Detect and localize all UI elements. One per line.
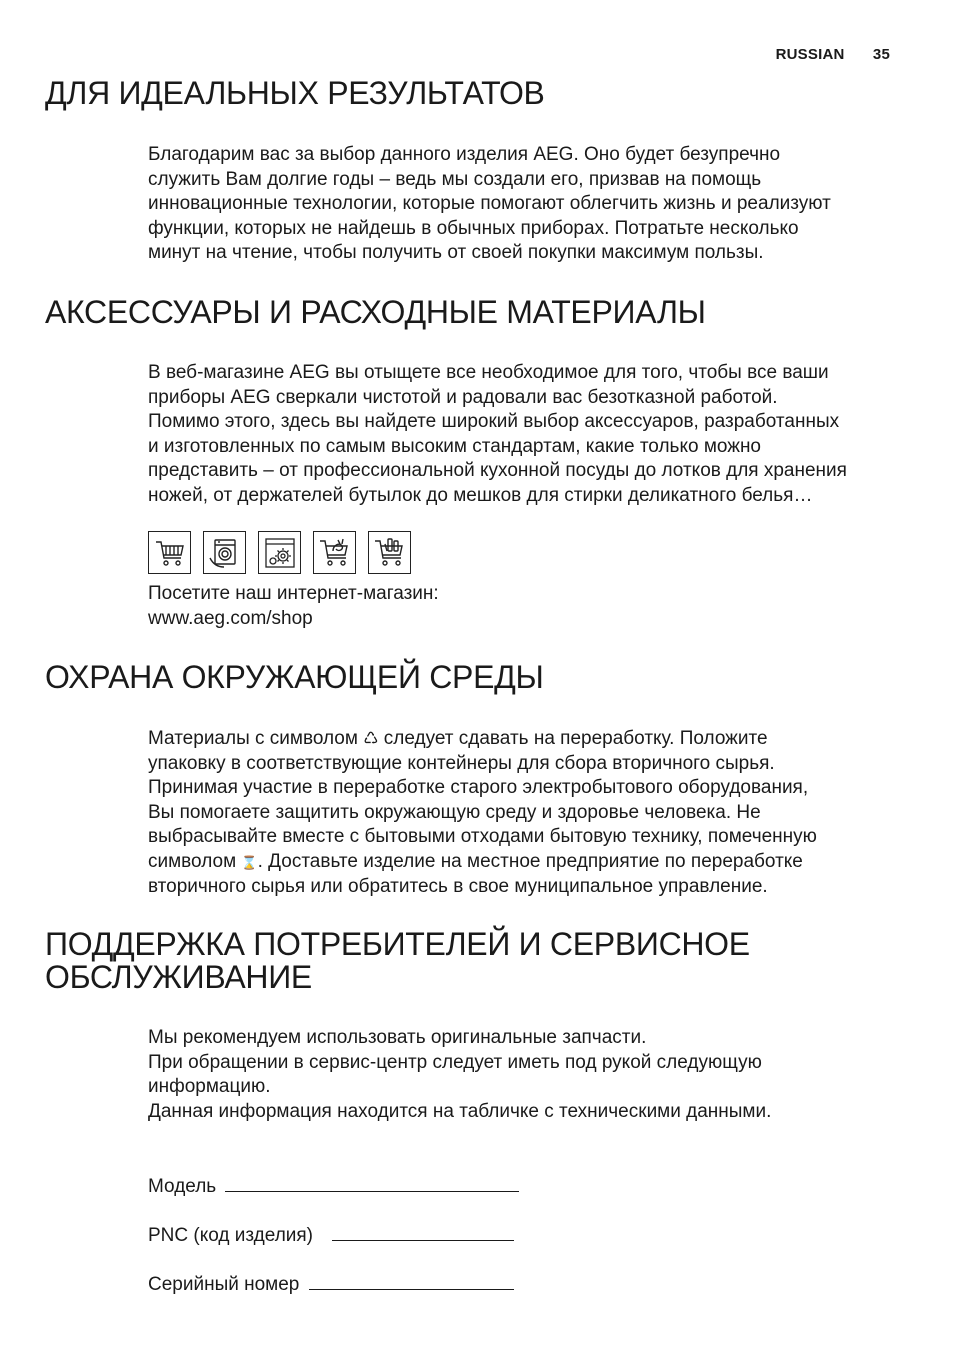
section-body-support <box>148 1026 898 1124</box>
text-segment: Материалы с символом <box>148 728 364 749</box>
crossed-bin-icon: ⌛ <box>241 854 258 870</box>
serial-field <box>148 1271 514 1297</box>
section-title-ideal: ДЛЯ ИДЕАЛЬНЫХ РЕЗУЛЬТАТОВ <box>45 75 545 111</box>
text-line: вторичного сырья или обратитесь в свое муниципальное управление. <box>148 876 768 897</box>
text-segment: следует сдавать на переработку. Положите <box>378 728 768 749</box>
pnc-label: PNC (код изделия) <box>148 1225 314 1246</box>
text-line: Помимо этого, здесь вы найдете широкий выбор аксессуаров, разработанных <box>148 411 840 432</box>
page-number: 35 <box>872 46 890 63</box>
text-line: ножей, от держателей бутылок до мешков для стирки деликатного белья… <box>148 484 813 506</box>
pnc-field <box>148 1222 514 1248</box>
oven-gear-icon <box>258 531 301 574</box>
section-title-support <box>45 928 750 994</box>
text-line <box>148 727 898 752</box>
text-line: При обращении в сервис-центр следует иметь под рукой следующую <box>148 1051 762 1073</box>
text-line: В веб-магазине AEG вы отыщете все необходимое для того, чтобы все ваши <box>148 362 829 383</box>
section-body-ideal <box>148 143 898 266</box>
text-line: Вы помогаете защитить окружающую среду и здоровье человека. Не <box>148 801 761 823</box>
model-label: Модель <box>148 1176 217 1197</box>
text-line: Данная информация находится на табличке с техническими данными. <box>148 1100 772 1122</box>
model-field <box>148 1173 519 1199</box>
text-line: служить Вам долгие годы – ведь мы создали его, призвав на помощь <box>148 168 762 190</box>
pnc-blank <box>332 1222 514 1241</box>
shop-visit-block <box>148 582 898 631</box>
section-body-environment <box>148 727 898 900</box>
section-title-environment: ОХРАНА ОКРУЖАЮЩЕЙ СРЕДЫ <box>45 659 544 695</box>
cart-bottles-icon <box>368 531 411 574</box>
washing-machine-icon <box>203 531 246 574</box>
text-line: инновационные технологии, которые помогают облегчить жизнь и реализуют <box>148 193 831 214</box>
page-header <box>776 46 890 63</box>
text-line <box>148 850 898 876</box>
section-title-accessories: АКСЕССУАРЫ И РАСХОДНЫЕ МАТЕРИАЛЫ <box>45 294 706 330</box>
shop-visit-text: Посетите наш интернет-магазин: <box>148 583 439 604</box>
shop-icons-row <box>148 531 411 574</box>
text-line: упаковку в соответствующие контейнеры для сбора вторичного сырья. <box>148 752 775 774</box>
text-line: Мы рекомендуем использовать оригинальные запчасти. <box>148 1027 647 1048</box>
text-line: Принимая участие в переработке старого электробытового оборудования, <box>148 777 809 798</box>
recycle-icon: ♺ <box>363 729 379 748</box>
text-line: функции, которых не найдешь в обычных приборах. Потратьте несколько <box>148 217 799 239</box>
text-line: и изготовленных по самым высоким стандартам, какие только можно <box>148 435 762 457</box>
text-line: Благодарим вас за выбор данного изделия AEG. Оно будет безупречно <box>148 144 781 165</box>
shop-url-link[interactable]: www.aeg.com/shop <box>148 607 313 629</box>
language-label: RUSSIAN <box>775 46 845 63</box>
text-line: приборы AEG сверкали чистотой и радовали вас безотказной работой. <box>148 386 778 408</box>
serial-blank <box>309 1271 514 1290</box>
text-segment: . Доставьте изделие на местное предприятие по переработке <box>257 850 803 872</box>
text-line: информацию. <box>148 1076 271 1097</box>
title-line: ОБСЛУЖИВАНИЕ <box>45 959 312 995</box>
serial-label: Серийный номер <box>148 1274 300 1295</box>
cart-dishes-icon <box>313 531 356 574</box>
text-segment: символом <box>148 850 242 872</box>
title-line: ПОДДЕРЖКА ПОТРЕБИТЕЛЕЙ И СЕРВИСНОЕ <box>45 926 750 962</box>
text-line: выбрасывайте вместе с бытовыми отходами бытовую технику, помеченную <box>148 826 817 847</box>
shopping-cart-icon <box>148 531 191 574</box>
section-body-accessories <box>148 361 898 508</box>
text-line: представить – от профессиональной кухонной посуды до лотков для хранения <box>148 460 847 481</box>
text-line: минут на чтение, чтобы получить от своей покупки максимум пользы. <box>148 242 764 263</box>
model-blank <box>225 1173 519 1192</box>
